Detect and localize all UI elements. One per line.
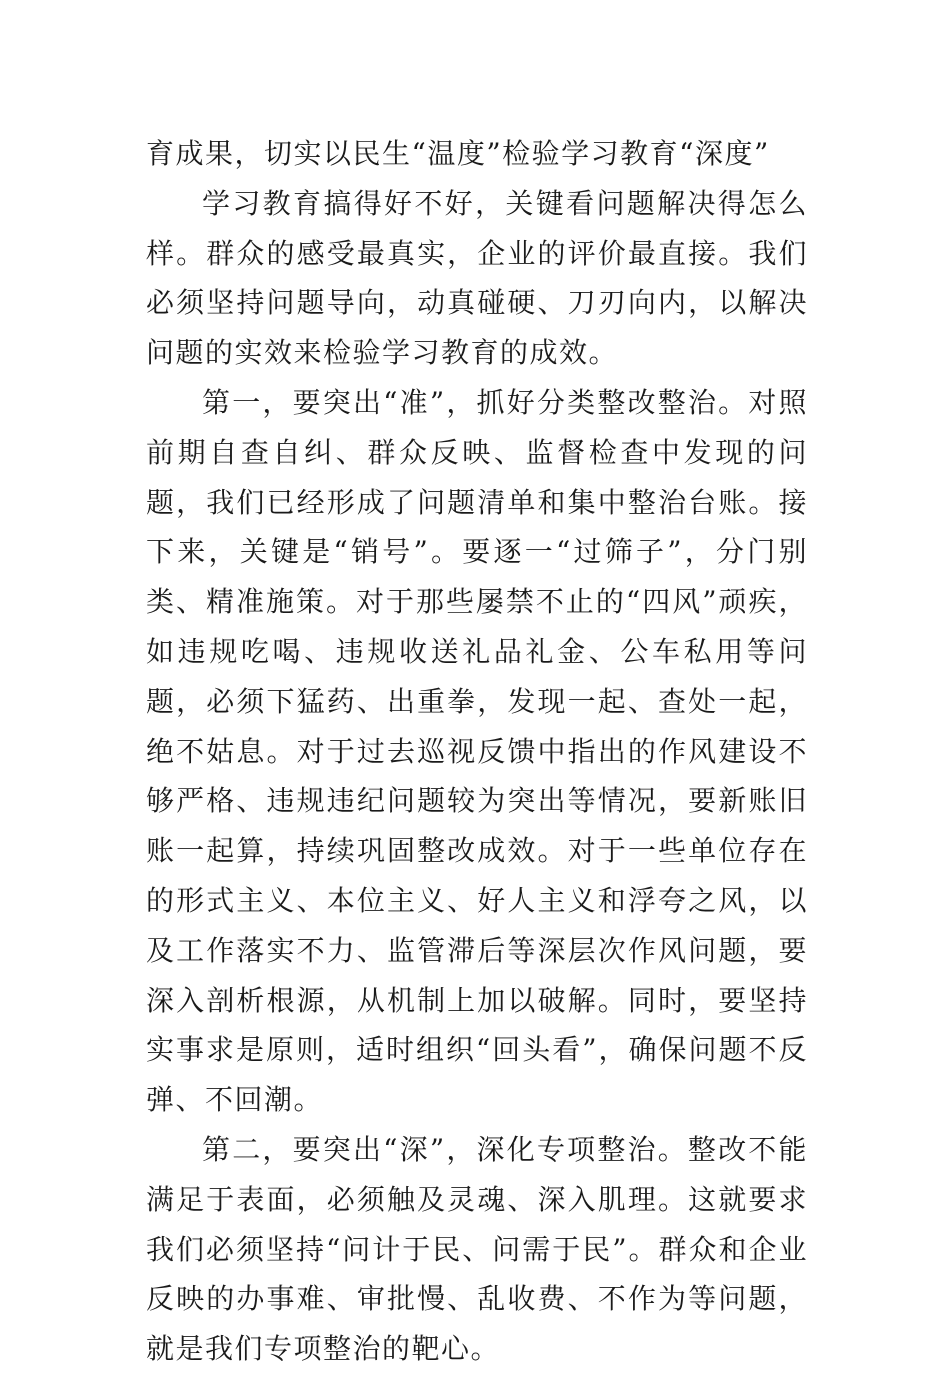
paragraph-first-point: 第一，要突出“准”，抓好分类整改整治。对照前期自查自纠、群众反映、监督检查中发现的问题，我们已经形成了问题清单和集中整治台账。接下来，关键是“销号”。要逐一“过筛子”，分门别类、精准施策。对于那些屡禁不止的“四风”顽疾，如违规吃喝、违规收送礼品礼金、公车私用等问题，必须下猛药、出重拳，发现一起、查处一起，绝不姑息。对于过去巡视反馈中指出的作风建设不够严格、违规违纪问题较为突出等情况，要新账旧账一起算，持续巩固整改成效。对于一些单位存在的形式主义、本位主义、好人主义和浮夸之风，以及工作落实不力、监管滞后等深层次作风问题，要深入剖析根源，从机制上加以破解。同时，要坚持实事求是原则，适时组织“回头看”，确保问题不反弹、不回潮。 xyxy=(146,385,808,1117)
paragraph-second-point: 第二，要突出“深”，深化专项整治。整改不能满足于表面，必须触及灵魂、深入肌理。这就要求我们必须坚持“问计于民、问需于民”。群众和企业反映的办事难、审批慢、乱收费、不作为等问题，就是我们专项整治的靶心。 xyxy=(146,1132,808,1366)
document-body xyxy=(146,129,808,1374)
paragraph-intro: 学习教育搞得好不好，关键看问题解决得怎么样。群众的感受最真实，企业的评价最直接。我们必须坚持问题导向，动真碰硬、刀刃向内，以解决问题的实效来检验学习教育的成效。 xyxy=(146,186,808,370)
paragraph-continuation: 育成果，切实以民生“温度”检验学习教育“深度” xyxy=(146,137,770,170)
